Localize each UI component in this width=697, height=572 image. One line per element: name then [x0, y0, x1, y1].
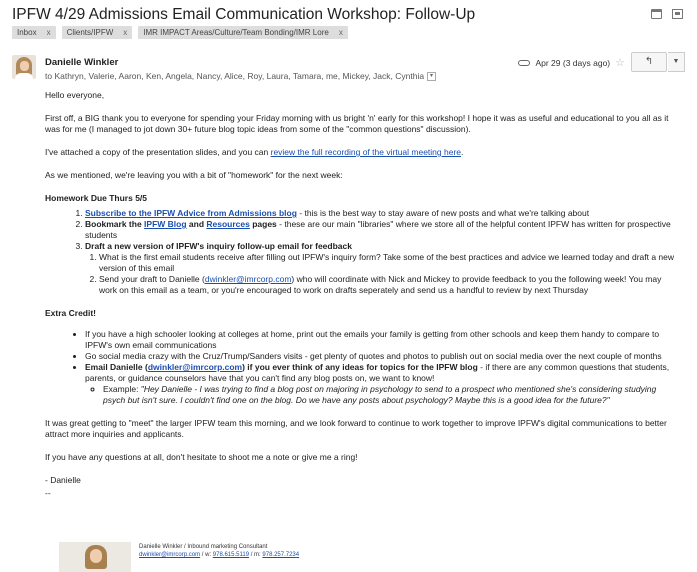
extra-credit-heading: Extra Credit!: [45, 308, 97, 318]
message-date: Apr 29 (3 days ago): [535, 57, 611, 68]
list-item: • If you have a high schooler looking at colleges at home, print out the emails your family is getting from other schools and keep them handy to compare to IPFW's own email communications: [85, 329, 675, 351]
signature-name: Danielle Winkler: [139, 544, 183, 550]
signature-divider: --: [45, 488, 51, 498]
sender-name[interactable]: Danielle Winkler: [45, 57, 119, 68]
remove-label-icon[interactable]: x: [123, 28, 128, 37]
example-sublist: [85, 384, 675, 406]
work-phone-link[interactable]: 978.615.5119: [212, 552, 250, 558]
greeting: Hello everyone,: [45, 90, 105, 100]
list-item: 2. Bookmark the IPFW Blog and Resources pages - these are our main "libraries" where we store all of the helpful content IPFW has written for prospective students: [85, 219, 675, 241]
attachment-icon: [518, 60, 530, 66]
new-window-icon[interactable]: [672, 9, 683, 19]
signature-text: Danielle Winkler / Inbound marketing Consultant dwinkler@imrcorp.com / w: 978.615.5119 / m: 978.257.7234: [139, 544, 300, 558]
list-item: 2. Send your draft to Danielle (dwinkler@imrcorp.com) who will coordinate with Nick and Mickey to provide feedback to you the following week! You may work on this email as a team, or you're encouraged to work on drafts seperately and send us a handful to review by next Thursday: [99, 274, 675, 296]
remove-label-icon[interactable]: x: [338, 28, 343, 37]
extra-credit-list: [45, 329, 675, 406]
recipients: [45, 71, 436, 81]
email-signature: [59, 542, 299, 566]
star-icon[interactable]: ☆: [615, 57, 625, 69]
reply-button[interactable]: [631, 52, 667, 72]
ipfw-blog-link[interactable]: IPFW Blog: [144, 219, 187, 229]
list-item: 3. Draft a new version of IPFW's inquiry follow-up email for feedback 1. What is the first email students receive after filling out IPFW's inquiry form? Take some of the best practices and advice we learned today and draft a new version of this email 2. Send your draft to Danielle (dwinkler@imrcorp.com) who will coordinate with Nick and Mickey to provide feedback to you the following week! You may work on this email as a team, or you're encouraged to work on drafts seperately and send us a handful to review by next Thursday: [85, 241, 675, 296]
paragraph-thanks: First off, a BIG thank you to everyone for spending your Friday morning with us bright 'n' early for this workshop! I hope it was as useful and educational to you all as it was for me (I managed to jot down 30+ future blog topic ideas from some of the "common questions" discussion).: [45, 113, 669, 134]
label-clients-ipfw[interactable]: Clients/IPFW x: [62, 26, 133, 39]
list-item: ◦ Example: "Hey Danielle - I was trying to find a blog post on majoring in psychology to send to a prospect who mentioned she's considering studying psych but isn't sure. I couldn't find one on the blog. Do we have any posts about psychology? Maybe this is a good idea for the future?": [103, 384, 675, 406]
homework-list: [45, 208, 675, 296]
mobile-phone-link[interactable]: 978.257.7234: [262, 552, 300, 558]
label-inbox[interactable]: Inbox x: [12, 26, 56, 39]
subscribe-link[interactable]: Subscribe to the IPFW Advice from Admissions blog: [85, 208, 297, 218]
paragraph-questions: If you have any questions at all, don't hesitate to shoot me a note or give me a ring!: [45, 452, 358, 462]
chevron-down-icon: ▼: [672, 58, 680, 65]
signoff: - Danielle: [45, 475, 81, 485]
label-list: [12, 26, 348, 39]
more-actions-button[interactable]: [668, 52, 685, 72]
resources-link[interactable]: Resources: [206, 219, 250, 229]
homework-heading: Homework Due Thurs 5/5: [45, 193, 148, 203]
paragraph-attachment: I've attached a copy of the presentation slides, and you can review the full recording of the virtual meeting here.: [45, 147, 464, 157]
recording-link[interactable]: review the full recording of the virtual meeting here: [270, 147, 462, 157]
list-item: • Email Danielle (dwinkler@imrcorp.com) if you ever think of any ideas for topics for the IPFW blog - if there are any common questions that students, parents, or guidance counselors have that you can't find any blog posts on, we want to know! ◦ Example: "Hey Danielle - I was trying to find a blog post on majoring in psychology to send to a prospect who mentioned she's considering studying psych but isn't sure. I couldn't find one on the blog. Do we have any posts about psychology? Maybe this is a good idea for the future?": [85, 362, 675, 406]
email-link[interactable]: dwinkler@imrcorp.com: [204, 274, 292, 284]
message-body: [45, 90, 675, 511]
email-link[interactable]: dwinkler@imrcorp.com: [147, 362, 243, 372]
remove-label-icon[interactable]: x: [46, 28, 51, 37]
label-imr-impact[interactable]: IMR IMPACT Areas/Culture/Team Bonding/IMR Lore x: [138, 26, 348, 39]
list-item: 1. What is the first email students receive after filling out IPFW's inquiry form? Take some of the best practices and advice we learned today and draft a new version of this email: [99, 252, 675, 274]
avatar[interactable]: [12, 55, 36, 79]
reply-arrow-icon: ↰: [644, 56, 654, 67]
paragraph-closing: It was great getting to "meet" the larger IPFW team this morning, and we look forward to continue to work together to improve IPFW's digital communications to better attract more inquiries and applicants.: [45, 418, 667, 439]
header-actions: [651, 9, 683, 19]
homework-sublist: [85, 252, 675, 296]
signature-photo: [59, 542, 131, 572]
print-icon[interactable]: [651, 9, 662, 19]
list-item: 1. Subscribe to the IPFW Advice from Admissions blog - this is the best way to stay aware of new posts and what we're talking about: [85, 208, 675, 219]
signature-email-link[interactable]: dwinkler@imrcorp.com: [139, 552, 201, 558]
recipients-text: to Kathryn, Valerie, Aaron, Ken, Angela, Nancy, Alice, Roy, Laura, Tamara, me, Mickey, Jack, Cynthia: [45, 71, 425, 81]
show-details-icon[interactable]: ▾: [427, 72, 436, 81]
paragraph-homework-intro: As we mentioned, we're leaving you with a bit of "homework" for the next week:: [45, 170, 343, 180]
message-meta: [518, 56, 625, 69]
email-subject: IPFW 4/29 Admissions Email Communication Workshop: Follow-Up: [12, 6, 476, 23]
list-item: • Go social media crazy with the Cruz/Trump/Sanders visits - get plenty of quotes and photos to publish out on social media over the next couple of months: [85, 351, 675, 362]
